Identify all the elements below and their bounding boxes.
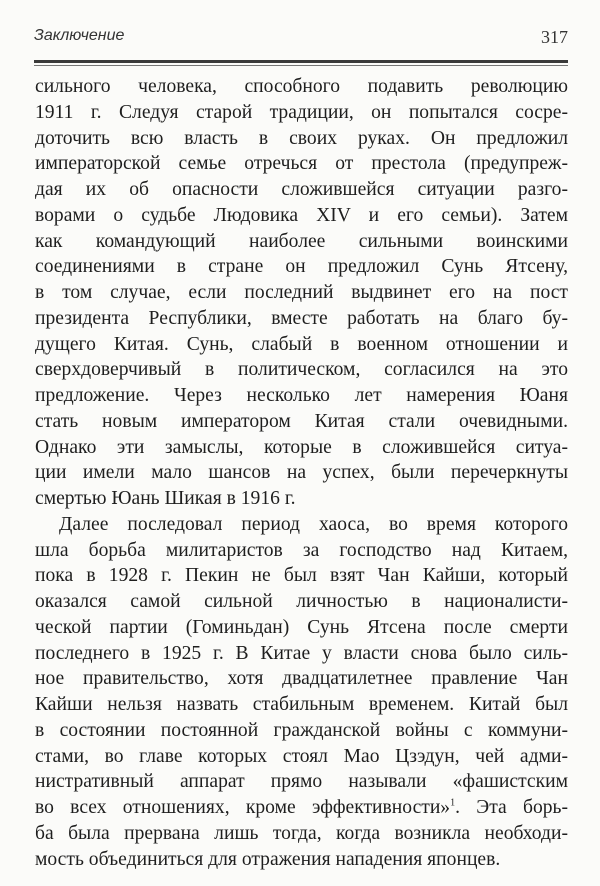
text-line: мость объединиться для отражения нападения японцев. [35, 848, 501, 870]
text-line: смертью Юань Шикая в 1916 г. [35, 488, 296, 509]
body-text [35, 74, 568, 872]
text-line [35, 795, 568, 821]
text-line: президента Республики, вместе работать на благо бу- [35, 307, 568, 329]
text-line: стать новым императором Китая стали очевидными. [35, 410, 568, 432]
text-line: Однако эти замыслы, которые в сложившейся ситуа- [35, 436, 568, 458]
text-line: последнего в 1925 г. В Китае у власти снова было силь- [35, 642, 568, 664]
text-line: предложение. Через несколько лет намерения Юаня [35, 385, 568, 406]
header-rule [34, 60, 568, 63]
text-line: шла борьба милитаристов за господство над Китаем, [35, 539, 568, 561]
text-line: как командующий наиболее сильными воинскими [35, 230, 568, 252]
text-line: в том случае, если последний выдвинет его на пост [35, 282, 568, 303]
section-title: Заключение [34, 27, 125, 44]
running-header [34, 27, 568, 51]
text-line: ческой партии (Гоминьдан) Сунь Ятсена после смерти [35, 616, 568, 638]
text-line: императорской семье отречься от престола (предупреж- [35, 153, 568, 175]
text-line: пока в 1928 г. Пекин не был взят Чан Кайши, который [35, 565, 568, 587]
text-line: ции имели мало шансов на успех, были перечеркнуты [35, 462, 568, 484]
text-line: сильного человека, способного подавить революцию [35, 76, 568, 97]
text-line: стами, во главе которых стоял Мао Цзэдун, чей адми- [35, 745, 568, 767]
line-text: . Эта борь- [455, 797, 568, 818]
text-line: ное правительство, хотя двадцатилетнее правление Чан [35, 668, 568, 690]
header-rule-thin [34, 65, 568, 66]
text-line: ворами о судьбе Людовика XIV и его семьи). Затем [35, 204, 568, 226]
text-line: в состоянии постоянной гражданской войны с коммуни- [35, 719, 568, 741]
text-line: дущего Китая. Сунь, слабый в военном отношении и [35, 333, 568, 355]
footnote-reference[interactable]: 1 [450, 797, 456, 809]
text-line: оказался самой сильной личностью в националисти- [35, 591, 568, 612]
text-line: дая их об опасности сложившейся ситуации разго- [35, 179, 568, 200]
text-line: 1911 г. Следуя старой традиции, он попытался сосре- [35, 101, 568, 123]
text-line: ба была прервана лишь тогда, когда возникла необходи- [35, 822, 568, 844]
text-line: Кайши нельзя назвать стабильным временем. Китай был [35, 694, 568, 715]
text-line: Далее последовал период хаоса, во время которого [59, 513, 568, 535]
text-line: доточить всю власть в своих руках. Он предложил [35, 127, 568, 149]
text-line: сверхдоверчивый в политическом, согласился на это [35, 359, 568, 381]
page-number: 317 [541, 27, 568, 47]
line-text: во всех отношениях, кроме эффективности» [35, 797, 451, 818]
text-line: нистративный аппарат прямо называли «фашистским [35, 771, 568, 793]
text-line: соединениями в стране он предложил Сунь Ятсену, [35, 256, 568, 278]
